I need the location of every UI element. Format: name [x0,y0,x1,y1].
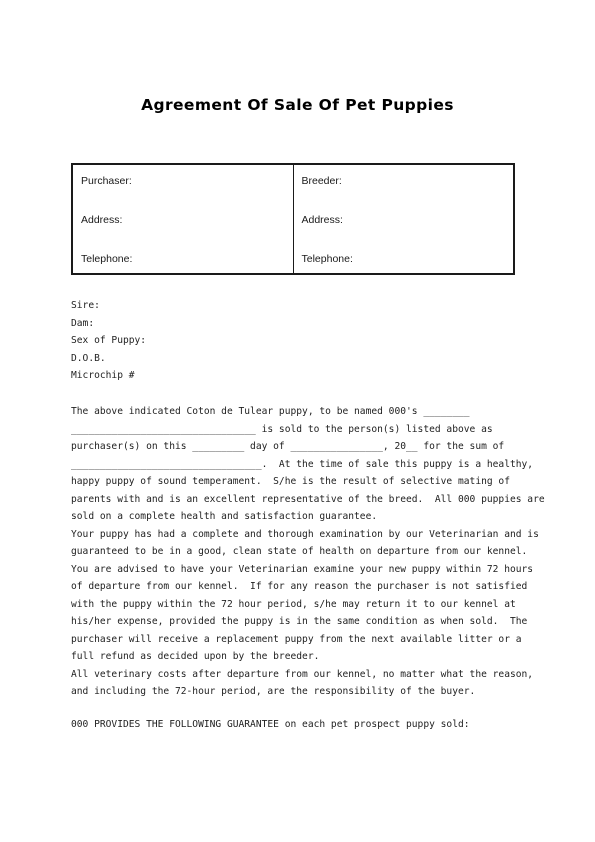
sex-line: Sex of Puppy: [71,335,147,346]
body-line: full refund as decided upon by the breeder. [71,651,320,662]
dob-line: D.O.B. [71,352,106,364]
body-line: of departure from our kennel. If for any reason the purchaser is not satisfied [71,581,528,592]
breeder-column [294,165,514,273]
body-line: You are advised to have your Veterinarian examine your new puppy within 72 hours [71,563,534,575]
body-line: purchaser will receive a replacement puppy from the next available litter or a [71,633,522,645]
body-line: with the puppy within the 72 hour period, s/he may return it to our kennel at [71,598,516,610]
sire-line: Sire: [71,300,100,311]
agreement-body [71,403,545,701]
purchaser-telephone-label: Telephone: [81,253,133,265]
body-line: The above indicated Coton de Tulear puppy, to be named 000's ________ [71,406,470,417]
body-line: his/her expense, provided the puppy is in the same condition as when sold. The [71,616,528,627]
breeder-telephone-label: Telephone: [301,253,353,265]
purchaser-label: Purchaser: [81,175,132,187]
microchip-line: Microchip # [71,370,135,381]
body-line: _________________________________. At the time of sale this puppy is a healthy, [71,458,534,470]
puppy-details [71,297,146,385]
body-line: guaranteed to be in a good, clean state of health on departure from our kennel. [71,546,528,557]
body-line: ________________________________ is sold to the person(s) listed above as [71,423,493,435]
body-line: All veterinary costs after departure from our kennel, no matter what the reason, [71,668,534,680]
breeder-label: Breeder: [301,175,342,187]
party-info-table [71,163,515,275]
body-line: purchaser(s) on this _________ day of ________________, 20__ for the sum of [71,441,505,452]
body-line: and including the 72-hour period, are the responsibility of the buyer. [71,686,476,697]
body-line: parents with and is an excellent representative of the breed. All 000 puppies are [71,493,545,505]
body-line: happy puppy of sound temperament. S/he is the result of selective mating of [71,476,510,487]
breeder-address-label: Address: [301,214,343,226]
document-title: Agreement Of Sale Of Pet Puppies [141,96,454,114]
body-line: sold on a complete health and satisfaction guarantee. [71,511,378,522]
purchaser-column [73,165,294,273]
body-line: Your puppy has had a complete and thorough examination by our Veterinarian and is [71,528,539,540]
dam-line: Dam: [71,317,95,329]
guarantee-heading: 000 PROVIDES THE FOLLOWING GUARANTEE on each pet prospect puppy sold: [71,719,470,730]
purchaser-address-label: Address: [81,214,123,226]
